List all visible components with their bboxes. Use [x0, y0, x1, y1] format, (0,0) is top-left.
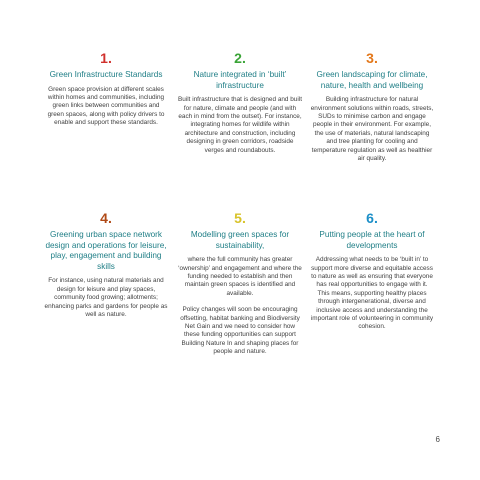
- item-paragraph: Built infrastructure that is designed and built for nature, climate and people (and with each in mind from the outset). For instance, integrating homes for wildlife within architecture and construction, including designing in green corridors, roadside verges and roundabouts.: [178, 96, 302, 154]
- item-1: [44, 50, 168, 128]
- item-heading: Modelling green spaces for sustainability,: [190, 230, 290, 250]
- item-heading: Nature integrated in ‘built’ infrastructure: [193, 70, 287, 90]
- item-5: [178, 210, 302, 357]
- item-6: [310, 210, 434, 332]
- item-paragraph: For instance, using natural materials and design for leisure and play spaces, community food growing; allotments; enhancing parks and gardens for people as well as nature.: [44, 277, 168, 318]
- item-body: [44, 277, 168, 319]
- item-heading: Greening urban space network design and operations for leisure, play, engagement and building skills: [45, 230, 167, 271]
- item-4: [44, 210, 168, 319]
- item-3: [310, 50, 434, 163]
- item-number: 6.: [366, 210, 378, 226]
- item-body: [310, 256, 434, 332]
- item-body: [44, 86, 168, 128]
- item-body: [310, 96, 434, 163]
- page-number: 6: [435, 435, 440, 444]
- item-paragraph: Addressing what needs to be ‘built in’ to support more diverse and equitable access to nature as well as ensuring that everyone has real opportunities to engage with it. This means, supporting healthy places through intergenerational, diverse and inclusive access and understanding the important role of volunteering in community cohesion.: [310, 256, 434, 331]
- item-number: 4.: [100, 210, 112, 226]
- item-2: [178, 50, 302, 155]
- item-heading: Green Infrastructure Standards: [49, 70, 163, 79]
- item-number: 5.: [234, 210, 246, 226]
- item-heading: Putting people at the heart of developments: [319, 230, 425, 250]
- item-body: [178, 256, 302, 356]
- item-paragraph: where the full community has greater ‘ownership’ and engagement and where the funding needed to establish and then maintain green spaces is identified and available.: [178, 256, 302, 297]
- item-heading: Green landscaping for climate, nature, health and wellbeing: [316, 70, 428, 90]
- item-number: 2.: [234, 50, 246, 66]
- item-number: 1.: [100, 50, 112, 66]
- item-paragraph: Green space provision at different scales within homes and communities, including green links between communities and green spaces, along with policy drivers to enable and support these standards.: [47, 85, 165, 127]
- item-paragraph: Building infrastructure for natural environment solutions within roads, streets, SUDs to minimise carbon and engage people in their environment. For example, the use of materials, natural landscaping and tree planting for cooling and temperature regulation as well as healthier air quality.: [310, 96, 434, 163]
- item-body: [178, 96, 302, 155]
- item-number: 3.: [366, 50, 378, 66]
- item-paragraph: Policy changes will soon be encouraging offsetting, habitat banking and Biodiversity Net Gain and we need to consider how these funding opportunities can support Building Nature In and shaping places for people and nature.: [180, 306, 300, 356]
